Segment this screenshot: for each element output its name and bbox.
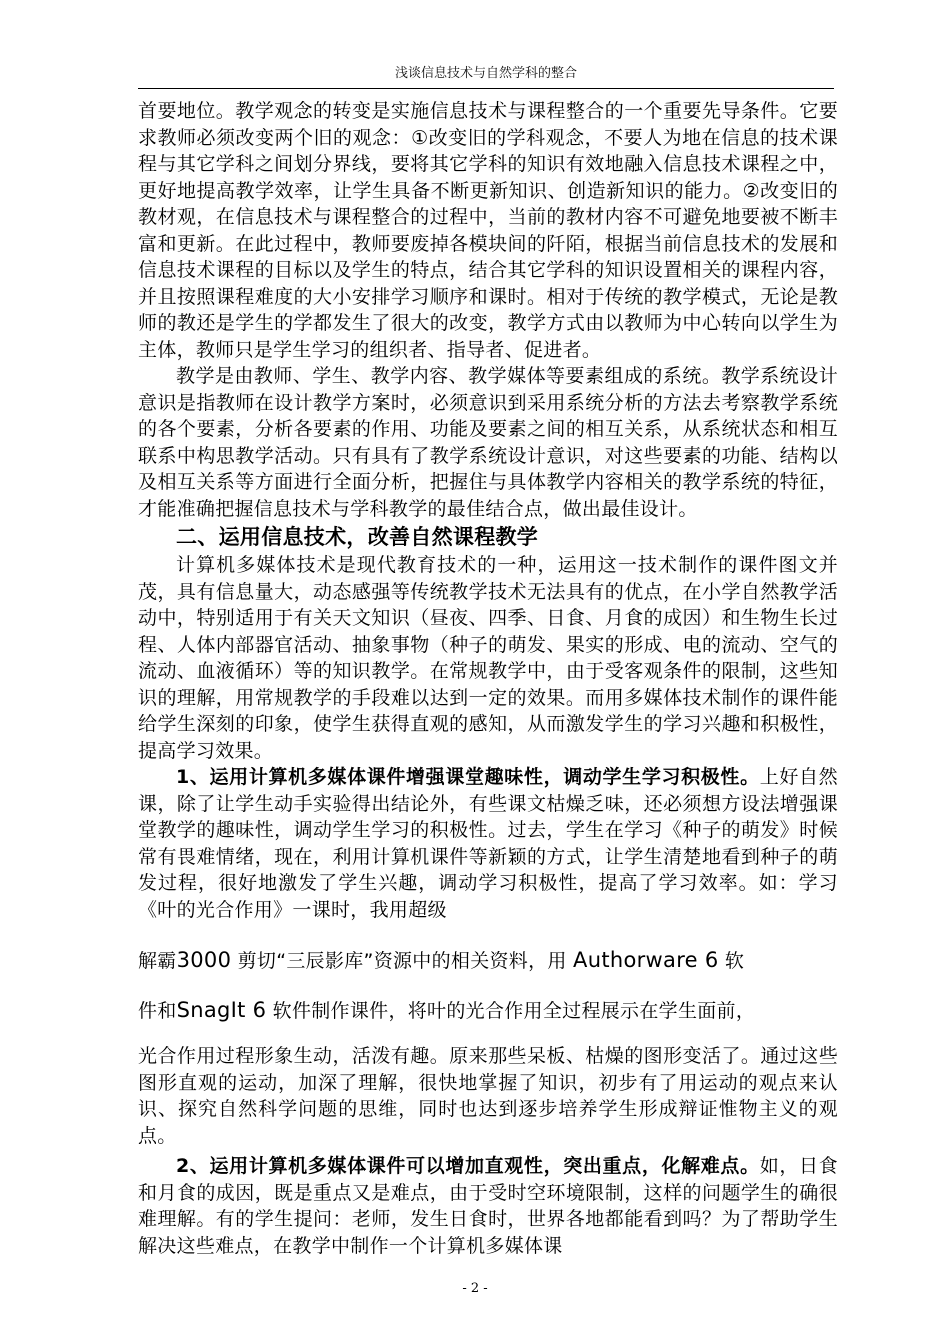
wide-line-1-part-c: 剪切“三辰影库”资源中的相关资料，用: [237, 950, 567, 972]
paragraph-4-lead: 1、运用计算机多媒体课件增强课堂趣味性，调动学生学习积极性。: [176, 766, 760, 788]
header-rule: [138, 88, 834, 89]
wide-line-1: [138, 947, 838, 973]
wide-line-2-part-c: 软件制作课件，将叶的光合作用全过程展示在学生面前，: [272, 1000, 756, 1022]
paragraph-4-body: 上好自然课，除了让学生动手实验得出结论外，有些课文枯燥乏味，还必须想方设法增强课堂教学的趣味性，调动学生学习的积极性。过去，学生在学习《种子的萌发》时候常有畏难情绪，现在，利用计算机课件等新颖的方式，让学生清楚地看到种子的萌发过程，很好地激发了学生兴趣，调动学习积极性，提高了学习效率。如：学习《叶的光合作用》一课时，我用超级: [138, 766, 838, 921]
wide-line-1-part-d: Authorware 6: [573, 948, 719, 972]
wide-line-2-part-a: 件和: [138, 1000, 177, 1022]
wide-line-1-part-e: 软: [724, 950, 745, 972]
body-text: [138, 98, 838, 1259]
wide-line-2-part-b: SnagIt 6: [176, 998, 267, 1022]
running-header: 浅谈信息技术与自然学科的整合: [394, 66, 577, 81]
paragraph-4: [138, 764, 838, 923]
wide-line-1-part-a: 解霸: [138, 950, 177, 972]
paragraph-6-lead: 2、运用计算机多媒体课件可以增加直观性，突出重点，化解难点。: [176, 1155, 760, 1177]
page-number: - 2 -: [462, 1281, 488, 1296]
wide-line-1-part-b: 3000: [176, 948, 232, 972]
paragraph-3: 计算机多媒体技术是现代教育技术的一种，运用这一技术制作的课件图文并茂，具有信息量大，动态感强等传统教学技术无法具有的优点，在小学自然教学活动中，特别适用于有关天文知识（昼夜、四季、日食、月食的成因）和生物生长过程、人体内部器官活动、抽象事物（种子的萌发、果实的形成、电的流动、空气的流动、血液循环）等的知识教学。在常规教学中，由于受客观条件的限制，这些知识的理解，用常规教学的手段难以达到一定的效果。而用多媒体技术制作的课件能给学生深刻的印象，使学生获得直观的感知，从而激发学生的学习兴趣和积极性，提高学习效果。: [138, 554, 838, 762]
paragraph-2: 教学是由教师、学生、教学内容、教学媒体等要素组成的系统。教学系统设计意识是指教师在设计教学方案时，必须意识到采用系统分析的方法去考察教学系统的各个要素，分析各要素的作用、功能及要素之间的相互关系，从系统状态和相互联系中构思教学活动。只有具有了教学系统设计意识，对这些要素的功能、结构以及相互关系等方面进行全面分析，把握住与具体教学内容相关的教学系统的特征，才能准确把握信息技术与学科教学的最佳结合点，做出最佳设计。: [138, 365, 838, 520]
paragraph-1: 首要地位。教学观念的转变是实施信息技术与课程整合的一个重要先导条件。它要求教师必须改变两个旧的观念：①改变旧的学科观念，不要人为地在信息的技术课程与其它学科之间划分界线，要将其它学科的知识有效地融入信息技术课程之中，更好地提高教学效率，让学生具备不断更新知识、创造新知识的能力。②改变旧的教材观，在信息技术与课程整合的过程中，当前的教材内容不可避免地要被不断丰富和更新。在此过程中，教师要废掉各模块间的阡陌，根据当前信息技术的发展和信息技术课程的目标以及学生的特点，结合其它学科的知识设置相关的课程内容，并且按照课程难度的大小安排学习顺序和课时。相对于传统的教学模式，无论是教师的教还是学生的学都发生了很大的改变，教学方式由以教师为中心转向以学生为主体，教师只是学生学习的组织者、指导者、促进者。: [138, 100, 838, 361]
section-heading-2: 二、运用信息技术，改善自然课程教学: [176, 525, 539, 549]
paragraph-6-body: 如，日食和月食的成因，既是重点又是难点，由于受时空环境限制，这样的问题学生的确很难理解。有的学生提问：老师，发生日食时，世界各地都能看到吗？为了帮助学生解决这些难点，在教学中制作一个计算机多媒体课: [138, 1155, 838, 1257]
paragraph-5: 光合作用过程形象生动，活泼有趣。原来那些呆板、枯燥的图形变活了。通过这些图形直观的运动，加深了理解，很快地掌握了知识，初步有了用运动的观点来认识、探究自然科学问题的思维，同时也达到逐步培养学生形成辩证惟物主义的观点。: [138, 1045, 838, 1147]
wide-line-2: [138, 997, 838, 1023]
paragraph-6: [138, 1153, 838, 1259]
